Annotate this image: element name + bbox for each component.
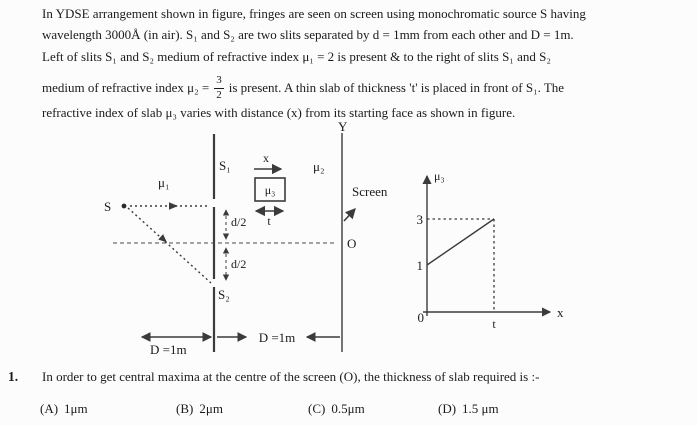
mu1-label: μ₁: [158, 175, 170, 190]
ray-to-slit1-arrowhead-icon: [169, 202, 178, 210]
d-half-lower-label: d/2: [231, 257, 247, 271]
screen-y-axis-label: Y: [338, 122, 348, 134]
screen-label: Screen: [352, 184, 388, 199]
question-text: In order to get central maxima at the centre of the screen (O), the thickness of slab required is :-: [42, 369, 540, 384]
source-point: [122, 204, 127, 209]
option-d-label: (D): [438, 401, 457, 416]
graph-data-line: [427, 219, 494, 265]
problem-line-4-prefix: medium of refractive index μ₂ =: [42, 80, 210, 95]
slab-x-label: x: [263, 151, 269, 165]
d-left-label: D =1m: [150, 342, 187, 357]
question-number: 1.: [8, 369, 19, 384]
graph-ylabel: μ₃: [434, 169, 445, 183]
ray-to-slit2: [128, 208, 211, 283]
option-c-label: (C): [308, 401, 326, 416]
mu3-graph: [417, 169, 565, 331]
problem-line-3: Left of slits S₁ and S₂ medium of refractive index μ₁ = 2 is present & to the right of slits S₁ and S₂: [42, 49, 551, 64]
option-d-value: 1.5 μm: [462, 401, 499, 416]
d-half-upper-label: d/2: [231, 215, 247, 229]
d-right-label: D =1m: [258, 330, 296, 345]
graph-origin-label: 0: [417, 310, 424, 325]
option-b-value: 2μm: [199, 401, 223, 416]
mu2-label: μ₂: [313, 159, 325, 174]
slit2-label: S₂: [218, 287, 230, 302]
option-b-label: (B): [176, 401, 194, 416]
slab-thickness-label: t: [267, 214, 271, 228]
source-label: S: [104, 199, 112, 214]
problem-line-5: refractive index of slab μ₃ varies with distance (x) from its starting face as shown in figure.: [42, 105, 516, 120]
graph-ytick-1: 1: [416, 258, 423, 273]
slit1-label: S₁: [219, 158, 231, 173]
fraction-three-halves: [214, 74, 224, 101]
graph-xtick-t: t: [492, 317, 496, 331]
fraction-numerator: 3: [214, 74, 224, 88]
problem-line-4-suffix: is present. A thin slab of thickness 't' is placed in front of S₁. The: [228, 80, 565, 95]
mu3-label: μ₃: [264, 183, 276, 197]
origin-label: O: [347, 236, 357, 251]
option-a-label: (A): [40, 401, 59, 416]
graph-ytick-3: 3: [416, 212, 423, 227]
option-a[interactable]: [40, 401, 88, 417]
ydse-diagram: [0, 122, 697, 367]
option-c-value: 0.5μm: [331, 401, 365, 416]
option-d[interactable]: [438, 401, 499, 417]
problem-line-2: wavelength 3000Å (in air). S₁ and S₂ are two slits separated by d = 1mm from each other and D = 1m.: [42, 27, 574, 42]
problem-line-4: [42, 72, 564, 104]
ray-to-slit2-arrowhead-icon: [158, 234, 169, 245]
fraction-denominator: 2: [216, 88, 222, 101]
screen-pointer-arrow: [344, 209, 355, 221]
graph-xlabel: x: [557, 305, 564, 320]
option-b[interactable]: [176, 401, 223, 417]
problem-line-1: In YDSE arrangement shown in figure, fringes are seen on screen using monochromatic source S having: [42, 6, 586, 21]
option-a-value: 1μm: [64, 401, 88, 416]
option-c[interactable]: [308, 401, 365, 417]
